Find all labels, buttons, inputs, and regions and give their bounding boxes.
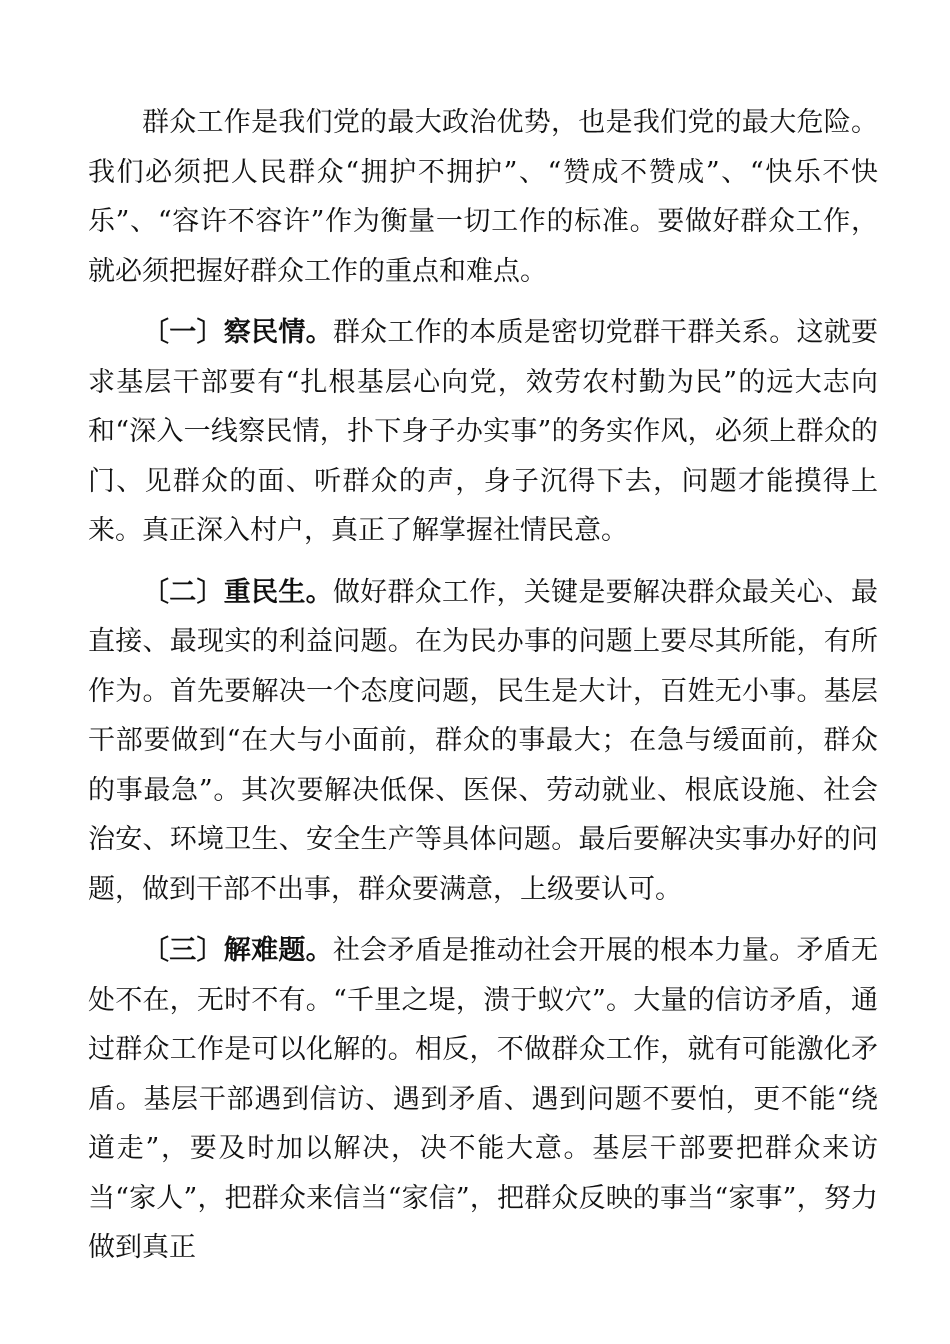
paragraph-text: 群众工作的本质是密切党群干群关系。这就要求基层干部要有“扎根基层心向党，效劳农村勤为民”的远大志向和“深入一线察民情，扑下身子办实事”的务实作风，必须上群众的门、见群众的面、听群众的声，身子沉得下去，问题才能摸得上来。真正深入村户，真正了解掌握社情民意。: [88, 317, 879, 546]
paragraph-livelihood: [88, 568, 878, 915]
paragraph-observe-conditions: [88, 308, 878, 556]
paragraph-text: 社会矛盾是推动社会开展的根本力量。矛盾无处不在，无时不有。“千里之堤，溃于蚁穴”。大量的信访矛盾，通过群众工作是可以化解的。相反，不做群众工作，就有可能激化矛盾。基层干部遇到信访、遇到矛盾、遇到问题不要怕，更不能“绕道走”，要及时加以解决，决不能大意。基层干部要把群众来访当“家人”，把群众来信当“家信”，把群众反映的事当“家事”，努力做到真正: [88, 935, 879, 1263]
paragraph-intro: [88, 98, 878, 296]
paragraph-text: 群众工作是我们党的最大政治优势，也是我们党的最大危险。我们必须把人民群众“拥护不拥护”、“赞成不赞成”、“快乐不快乐”、“容许不容许”作为衡量一切工作的标准。要做好群众工作，就必须把握好群众工作的重点和难点。: [88, 107, 878, 287]
paragraph-solve-problems: [88, 926, 878, 1273]
paragraph-text: 做好群众工作，关键是要解决群众最关心、最直接、最现实的利益问题。在为民办事的问题上要尽其所能，有所作为。首先要解决一个态度问题，民生是大计，百姓无小事。基层干部要做到“在大与小面前，群众的事最大；在急与缓面前，群众的事最急”。其次要解决低保、医保、劳动就业、根底设施、社会治安、环境卫生、安全生产等具体问题。最后要解决实事办好的问题，做到干部不出事，群众要满意，上级要认可。: [88, 576, 879, 905]
paragraph-heading: 〔一〕察民情。: [142, 317, 333, 348]
document-page: [88, 98, 878, 1285]
paragraph-heading: 〔三〕解难题。: [142, 935, 333, 966]
paragraph-heading: 〔二〕重民生。: [142, 576, 333, 608]
